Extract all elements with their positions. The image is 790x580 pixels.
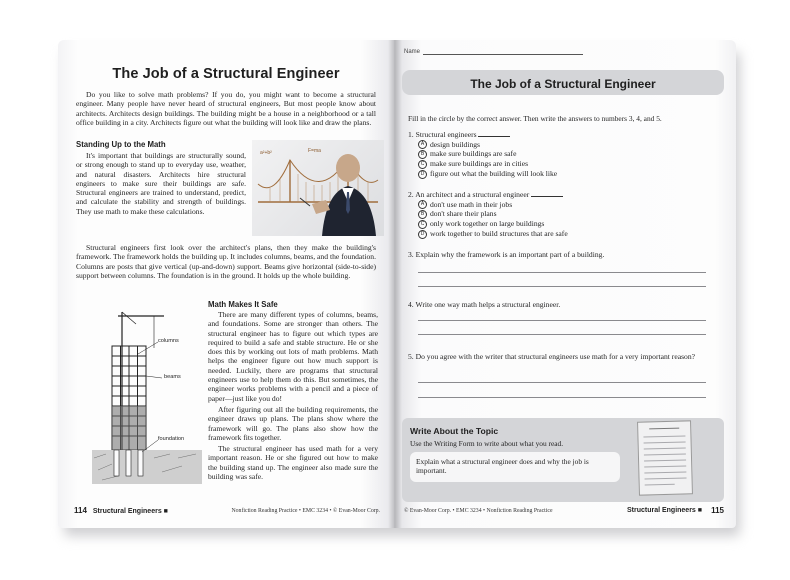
write-about-topic-box <box>402 418 724 502</box>
writing-form-thumbnail <box>637 420 693 495</box>
right-section-label: Structural Engineers ■ <box>626 507 702 514</box>
answer-circle-icon[interactable]: B <box>418 210 427 219</box>
right-page-number: 115 <box>711 506 724 515</box>
question-1-number: 1. <box>408 130 414 139</box>
q1-option-a[interactable]: A design buildings <box>408 140 708 150</box>
question-2-text: An architect and a structural engineer <box>415 190 530 199</box>
q2-option-a[interactable]: A don't use math in their jobs <box>408 200 708 210</box>
topic-instruction: Use the Writing Form to write about what you read. <box>410 439 564 448</box>
answer-circle-icon[interactable]: D <box>418 230 427 239</box>
topic-prompt: Explain what a structural engineer does and why the job is important. <box>416 457 589 476</box>
name-label: Name <box>404 49 421 55</box>
answer-circle-icon[interactable]: C <box>418 220 427 229</box>
open-workbook <box>58 40 738 530</box>
question-4: 4. Write one way math helps a structural engineer. <box>408 300 561 309</box>
math-makes-it-safe-heading: Math Makes It Safe <box>208 300 278 309</box>
foundation-label: foundation <box>158 436 185 442</box>
standing-up-heading: Standing Up to the Math <box>76 140 166 149</box>
crane-building-illustration <box>92 308 202 484</box>
answer-line[interactable] <box>418 397 706 398</box>
section1-paragraph-2: Structural engineers first look over the architect's plans, then they make the building's framework. The framework holds the building up. It includes columns, beams, and the foundation. Columns are posts that give vertical (up-and-down) support. Beams give horizontal (side-to-side) support between columns. The foundation is in the ground. It holds up the whole building. <box>76 243 376 280</box>
engineer-photo <box>252 140 384 236</box>
left-page-title: The Job of a Structural Engineer <box>112 66 340 82</box>
book-gutter <box>388 40 402 528</box>
question-5: 5. Do you agree with the writer that structural engineers use math for a very important reason? <box>408 352 695 361</box>
beams-label: beams <box>164 374 181 380</box>
left-section-label: Structural Engineers ■ <box>92 508 168 515</box>
q1-option-c[interactable]: C make sure buildings are in cities <box>408 159 708 169</box>
answer-circle-icon[interactable]: B <box>418 150 427 159</box>
question-1-text: Structural engineers <box>415 130 477 139</box>
answer-line[interactable] <box>418 334 706 335</box>
left-page <box>58 40 394 528</box>
q1-option-b[interactable]: B make sure buildings are safe <box>408 149 708 159</box>
svg-text:a²+b²: a²+b² <box>260 150 272 156</box>
question-3: 3. Explain why the framework is an important part of a building. <box>408 250 605 259</box>
svg-text:F=ma: F=ma <box>308 148 321 154</box>
right-credit: © Evan-Moor Corp. • EMC 3234 • Nonfiction Reading Practice <box>404 508 553 514</box>
q2-option-c[interactable]: C only work together on large buildings <box>408 219 708 229</box>
answer-circle-icon[interactable]: C <box>418 160 427 169</box>
section1-paragraph-1: It's important that buildings are structurally sound, or strong enough to stand up to everyday use, weather, and natural disasters. Architects hire structural engineers to make sure their buildings are safe. Structural engineers are trained to understand, predict, and calculate the stability and strength of buildings. They use math to make these calculations. <box>76 151 246 216</box>
intro-paragraph: Do you like to solve math problems? If you do, you might want to become a structural engineer. Many people have never heard of structural engineers, But most people know about architects. Architects design buildings. The building might be a house in a neighborhood or a tall office building in a city. Architects figure out what the building will look like and draw the plans. <box>76 90 376 127</box>
topic-heading: Write About the Topic <box>410 426 499 436</box>
section2-paragraphs: There are many different types of columns, beams, and foundations. Some are stronger than others. The structural engineer has to figure out which types are required to build a safe and stable structure. He or she does this by working out lots of math problems. Math helps the engineer figure out how much support is needed. Luckily, there are programs that structural engineers use to help them do this. But sometimes, the engineer works problems with a pencil and a piece of paper—just like you do! After figuring out all the building requirements, the engineer draws up plans. The plans show where the framework will go. The plans also show how the framework fits together. The structural engineer has used math for a very important reason. He or she figured out how to make the building stand up. The engineer also made sure the building was safe. <box>208 310 378 482</box>
q2-option-b[interactable]: B don't share their plans <box>408 209 708 219</box>
question-1 <box>408 130 708 179</box>
question-1-blank <box>478 130 510 137</box>
answer-circle-icon[interactable]: D <box>418 170 427 179</box>
columns-label: columns <box>158 338 179 344</box>
answer-line[interactable] <box>418 320 706 321</box>
name-line[interactable] <box>423 48 583 55</box>
right-page <box>394 40 736 528</box>
bridge-sketch-illustration <box>252 140 384 236</box>
left-credit: Nonfiction Reading Practice • EMC 3234 • © Evan-Moor Corp. <box>231 508 380 514</box>
question-2-number: 2. <box>408 190 414 199</box>
answer-line[interactable] <box>418 382 706 383</box>
answer-circle-icon[interactable]: A <box>418 140 427 149</box>
instructions: Fill in the circle by the correct answer. Then write the answers to numbers 3, 4, and 5. <box>408 114 662 123</box>
answer-line[interactable] <box>418 272 706 273</box>
q2-option-d[interactable]: D work together to build structures that are safe <box>408 229 708 239</box>
left-page-number: 114 <box>74 506 87 515</box>
building-framework-diagram <box>92 308 202 484</box>
q1-option-d[interactable]: D figure out what the building will look like <box>408 169 708 179</box>
topic-prompt-box <box>410 452 620 482</box>
question-2-blank <box>531 190 563 197</box>
name-row <box>404 48 583 55</box>
right-page-title: The Job of a Structural Engineer <box>470 77 656 91</box>
question-2 <box>408 190 708 239</box>
left-page-footer <box>74 506 380 515</box>
answer-line[interactable] <box>418 286 706 287</box>
answer-circle-icon[interactable]: A <box>418 200 427 209</box>
